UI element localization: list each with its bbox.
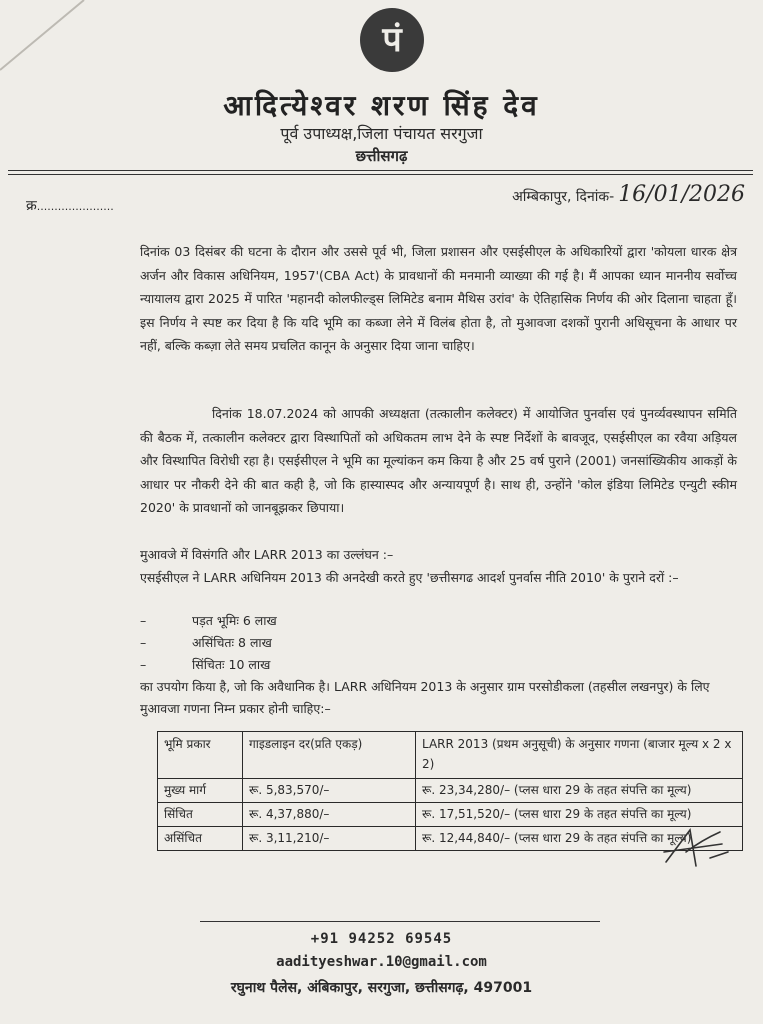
handwritten-date: 16/01/2026 — [618, 182, 745, 207]
table-cell: रू. 12,44,840/– (प्लस धारा 29 के तहत संपत्ति का मूल्य) — [416, 827, 743, 851]
section-intro: एसईसीएल ने LARR अधिनियम 2013 की अनदेखी करते हुए 'छत्तीसगढ आदर्श पुनर्वास नीति 2010' के पुराने दरों :– — [140, 570, 679, 585]
table-cell: रू. 5,83,570/– — [243, 779, 416, 803]
rate-bullet: – — [140, 635, 147, 650]
letterhead-logo — [360, 8, 424, 72]
letterhead-name: आदित्येश्वर शरण सिंह देव — [223, 89, 540, 122]
paragraph-1: दिनांक 03 दिसंबर की घटना के दौरान और उससे पूर्व भी, जिला प्रशासन और एसईसीएल के अधिकारियों द्वारा 'कोयला धारक क्षेत्र अर्जन और विकास अधिनियम, 1957'(CBA Act) के प्रावधानों की मनमानी व्याख्या की गई है। मैं आपका ध्यान माननीय सर्वोच्च न्यायालय द्वारा 2025 में पारित 'महानदी कोलफील्ड्स लिमिटेड बनाम मैथिस उरांव' के ऐतिहासिक निर्णय की ओर दिलाना चाहता हूँ। इस निर्णय ने स्पष्ट कर दिया है कि यदि भूमि का कब्जा लेने में विलंब होता है, तो मुआवजा दशकों पुरानी अधिसूचना के आधार पर नहीं, बल्कि कब्ज़ा लेते समय प्रचलित कानून के अनुसार दिया जाना चाहिए। — [140, 244, 737, 353]
header-rule — [8, 170, 753, 171]
table-cell: रू. 23,34,280/– (प्लस धारा 29 के तहत संपत्ति का मूल्य) — [416, 779, 743, 803]
reference-number — [26, 196, 114, 215]
footer-address: रघुनाथ पैलेस, अंबिकापुर, सरगुजा, छत्तीसगढ़, 497001 — [230, 980, 533, 996]
rate-item-unirrigated — [140, 632, 272, 654]
dateline — [512, 182, 745, 207]
page-corner-fold — [0, 0, 90, 72]
rate-bullet: – — [140, 657, 147, 672]
rate-item-label: असिंचितः 8 लाख — [192, 635, 272, 650]
rate-item-irrigated — [140, 654, 270, 676]
table-cell: रू. 4,37,880/– — [243, 803, 416, 827]
signature — [662, 822, 732, 870]
table-header-cell: LARR 2013 (प्रथम अनुसूची) के अनुसार गणना (बाजार मूल्य x 2 x 2) — [416, 732, 743, 779]
section-heading: मुआवजे में विसंगति और LARR 2013 का उल्लंघन :– — [140, 547, 394, 562]
table-row — [158, 827, 743, 851]
compensation-table — [157, 731, 743, 851]
table-header-row — [158, 732, 743, 779]
table-row — [158, 779, 743, 803]
footer-phone: +91 94252 69545 — [310, 931, 453, 947]
table-cell: रू. 17,51,520/– (प्लस धारा 29 के तहत संपत्ति का मूल्य) — [416, 803, 743, 827]
table-header-cell: गाइडलाइन दर(प्रति एकड़) — [243, 732, 416, 779]
table-row — [158, 803, 743, 827]
dateline-label: अम्बिकापुर, दिनांक- — [512, 189, 615, 205]
rate-item-label: पड़त भूमिः 6 लाख — [192, 613, 277, 628]
footer-email: aadityeshwar.10@gmail.com — [276, 954, 487, 970]
logo-glyph: पं — [382, 20, 402, 60]
table-cell: सिंचित — [158, 803, 243, 827]
letterhead-designation: पूर्व उपाध्यक्ष,जिला पंचायत सरगुजा — [280, 124, 483, 143]
footer-rule — [200, 921, 600, 922]
section-conclusion: का उपयोग किया है, जो कि अवैधानिक है। LARR अधिनियम 2013 के अनुसार ग्राम परसोडीकला (तहसील लखनपुर) के लिए मुआवजा गणना निम्न प्रकार होनी चाहिए:– — [140, 679, 710, 716]
table-cell: मुख्य मार्ग — [158, 779, 243, 803]
table-cell: रू. 3,11,210/– — [243, 827, 416, 851]
reference-label: क्र — [26, 198, 37, 214]
rate-bullet: – — [140, 613, 147, 628]
letterhead-state: छत्तीसगढ़ — [355, 147, 408, 165]
table-cell: असिंचित — [158, 827, 243, 851]
rate-item-fallow — [140, 610, 277, 632]
rate-item-label: सिंचितः 10 लाख — [192, 657, 271, 672]
header-rule-inner — [8, 174, 753, 175]
paragraph-2: दिनांक 18.07.2024 को आपकी अध्यक्षता (तत्कालीन कलेक्टर) में आयोजित पुनर्वास एवं पुनर्व्यवस्थापन समिति की बैठक में, तत्कालीन कलेक्टर द्वारा विस्थापितों को अधिकतम लाभ देने के स्पष्ट निर्देशों के बावजूद, एसईसीएल का रवैया अड़ियल और विस्थापित विरोधी रहा है। एसईसीएल ने भूमि का मूल्यांकन कम किया है और 25 वर्ष पुराने (2001) जनसांख्यिकीय आकड़ों के आधार पर नौकरी देने की बात कही है, जो कि हास्यास्पद और अन्यायपूर्ण है। साथ ही, उन्होंने 'कोल इंडिया लिमिटेड एन्युटी स्कीम 2020' के प्रावधानों को जानबूझकर छिपाया। — [140, 406, 737, 515]
table-header-cell: भूमि प्रकार — [158, 732, 243, 779]
reference-dots: ...................... — [36, 200, 114, 213]
